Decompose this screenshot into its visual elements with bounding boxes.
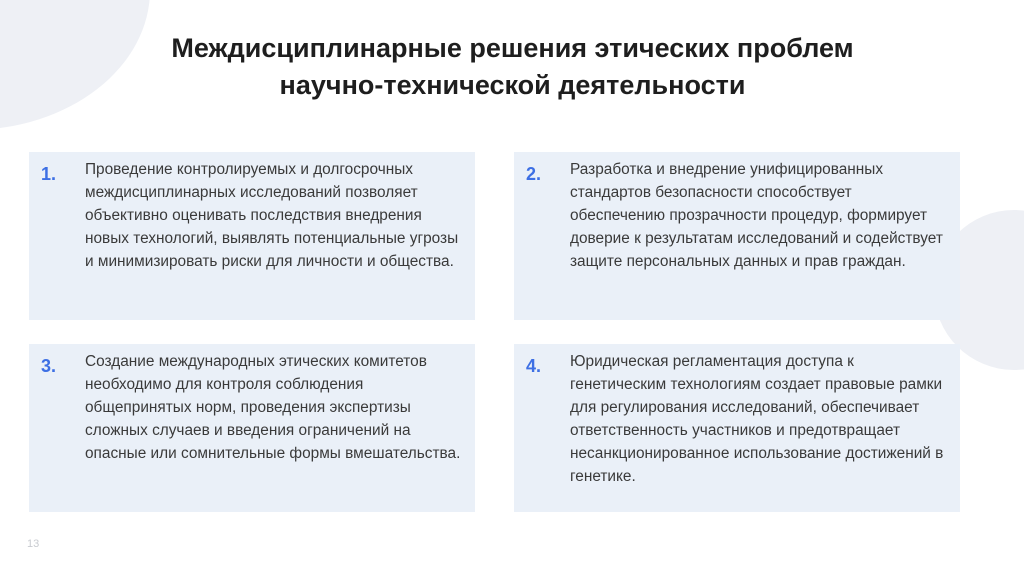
card-4: [514, 344, 960, 512]
card-3: [29, 344, 475, 512]
card-text: Создание международных этических комитетов необходимо для контроля соблюдения общепринятых норм, проведения экспертизы сложных случаев и введения ограничений на опасные или сомнительные формы вмешательства.: [85, 353, 461, 462]
card-2: [514, 152, 960, 320]
card-text: Разработка и внедрение унифицированных стандартов безопасности способствует обеспечению прозрачности процедур, формирует доверие к результатам исследований и содействует защите персональных данных и прав граждан.: [570, 161, 943, 270]
card-number: 2.: [526, 164, 542, 184]
card-number: 3.: [41, 356, 57, 376]
card-number: 4.: [526, 356, 542, 376]
card-1: [29, 152, 475, 320]
card-number: 1.: [41, 164, 57, 184]
card-text: Юридическая регламентация доступа к генетическим технологиям создает правовые рамки для регулирования исследований, обеспечивает ответственность участников и предотвращает несанкционированное использование достижений в генетике.: [570, 353, 944, 485]
slide-title: Междисциплинарные решения этических проблем научно-технической деятельности: [171, 33, 854, 100]
page-number: 13: [27, 538, 40, 550]
card-text: Проведение контролируемых и долгосрочных междисциплинарных исследований позволяет объективно оценивать последствия внедрения новых технологий, выявлять потенциальные угрозы и минимизировать риски для личности и общества.: [85, 161, 459, 270]
